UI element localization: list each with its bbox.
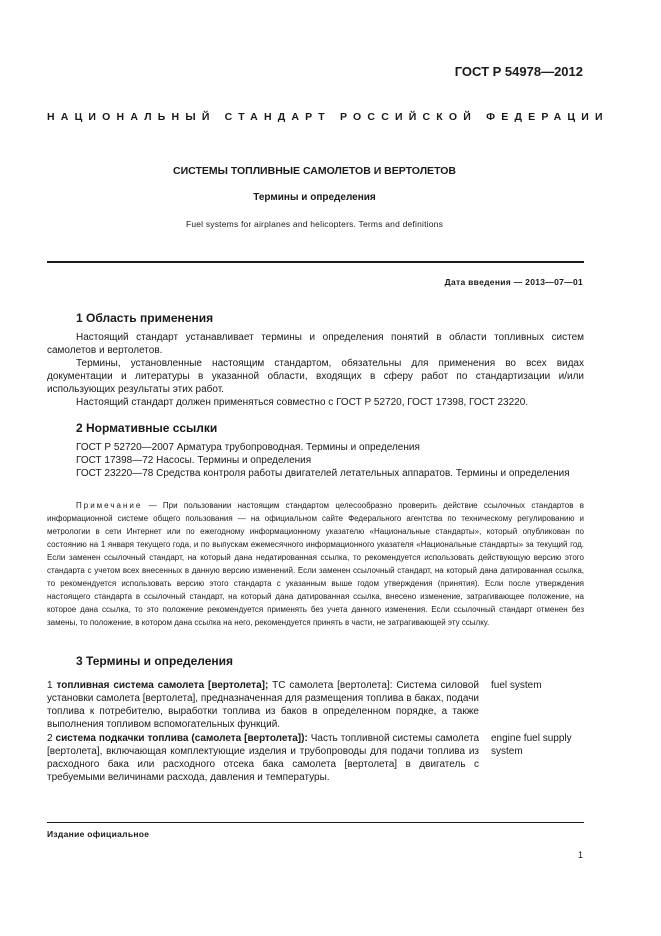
references-list (47, 441, 584, 480)
standard-number: ГОСТ Р 54978—2012 (454, 64, 583, 79)
english-title: Fuel systems for airplanes and helicopters. Terms and definitions (185, 219, 444, 229)
section-2-heading: 2 Нормативные ссылки (76, 421, 218, 435)
document-title: СИСТЕМЫ ТОПЛИВНЫЕ САМОЛЕТОВ И ВЕРТОЛЕТОВ (173, 165, 456, 177)
term-name: топливная система самолета [вертолета]; (56, 680, 269, 691)
term-name: система подкачки топлива (самолета [вертолета]): (55, 733, 308, 744)
reference-item: ГОСТ Р 52720—2007 Арматура трубопроводная. Термины и определения (76, 442, 420, 453)
reference-item: ГОСТ 23220—78 Средства контроля работы двигателей летательных аппаратов. Термины и определения (76, 468, 570, 479)
paragraph: Настоящий стандарт устанавливает термины и определения понятий в области топливных систем самолетов и вертолетов. (47, 332, 584, 356)
national-standard-title: НАЦИОНАЛЬНЫЙ СТАНДАРТ РОССИЙСКОЙ ФЕДЕРАЦИИ (47, 111, 609, 123)
header-divider (47, 261, 584, 263)
footer-divider (47, 822, 584, 823)
term-english: fuel system (491, 680, 542, 691)
introduction-date: Дата введения — 2013—07—01 (444, 277, 583, 287)
page-number: 1 (577, 850, 583, 860)
note-text: — При пользовании настоящим стандартом целесообразно проверить действие ссылочных стандартов в информационной системе общего пользования — на официальном сайте Федерального агентства по техническому регулированию и метрологии в сети Интернет или по ежегодному информационному указателю «Национальные стандарты», который опубликован по состоянию на 1 января текущего года, и по выпускам ежемесячного информационного указателя «Национальные стандарты» за текущий год. Если заменен ссылочный стандарт, на который дана недатированная ссылка, то рекомендуется использовать действующую версию этого стандарта с учетом всех внесенных в данную версию изменений. Если заменен ссылочный стандарт, на который дана датированная ссылка, то рекомендуется использовать версию этого стандарта с указанным выше годом утверждения (принятия). Если после утверждения настоящего стандарта в ссылочный стандарт, на который дана датированная ссылка, внесено изменение, затрагивающее положение, на которое дана ссылка, то это положение рекомендуется применять без учета данного изменения. Если ссылочный стандарт отменен без замены, то положение, в котором дана ссылка на него, рекомендуется принять в части, не затрагивающей эту ссылку. (47, 501, 584, 627)
paragraph: Настоящий стандарт должен применяться совместно с ГОСТ Р 52720, ГОСТ 17398, ГОСТ 23220. (76, 397, 529, 408)
note-label: Примечание (76, 501, 143, 510)
term-number: 2 (47, 733, 53, 744)
term-synonym: ТС самолета [вертолета]: (268, 680, 393, 691)
term-definition (47, 732, 479, 784)
reference-item: ГОСТ 17398—72 Насосы. Термины и определения (76, 455, 312, 466)
section-3-heading: 3 Термины и определения (76, 654, 234, 668)
term-definition-text: Часть топливной системы самолета [вертолета], включающая комплектующие изделия и трубопроводы для подачи топлива из расходного бака или расходного отсека бака самолета [вертолета] в двигатель с требуемыми величинами расхода, давления и температуры. (47, 733, 480, 783)
section-1-heading: 1 Область применения (76, 311, 214, 325)
document-subtitle: Термины и определения (253, 192, 376, 203)
paragraph: Термины, установленные настоящим стандартом, обязательны для применения во всех видах документации и литературы в указанной области, входящих в сферу работ по стандартизации и/или использующих результаты этих работ. (47, 358, 584, 395)
note (47, 499, 584, 629)
term-english: engine fuel supply system (491, 733, 572, 757)
term-definition-text: Система силовой установки самолета [вертолета], предназначенная для размещения топлива в баках, подачи топлива к потребителю, выработки топлива из баков в определенном порядке, а также выполнения топливом вспомогательных функций. (47, 680, 479, 730)
term-definition (47, 679, 479, 731)
edition-label: Издание официальное (47, 829, 150, 839)
section-1-body (47, 331, 584, 409)
term-number: 1 (47, 680, 53, 691)
